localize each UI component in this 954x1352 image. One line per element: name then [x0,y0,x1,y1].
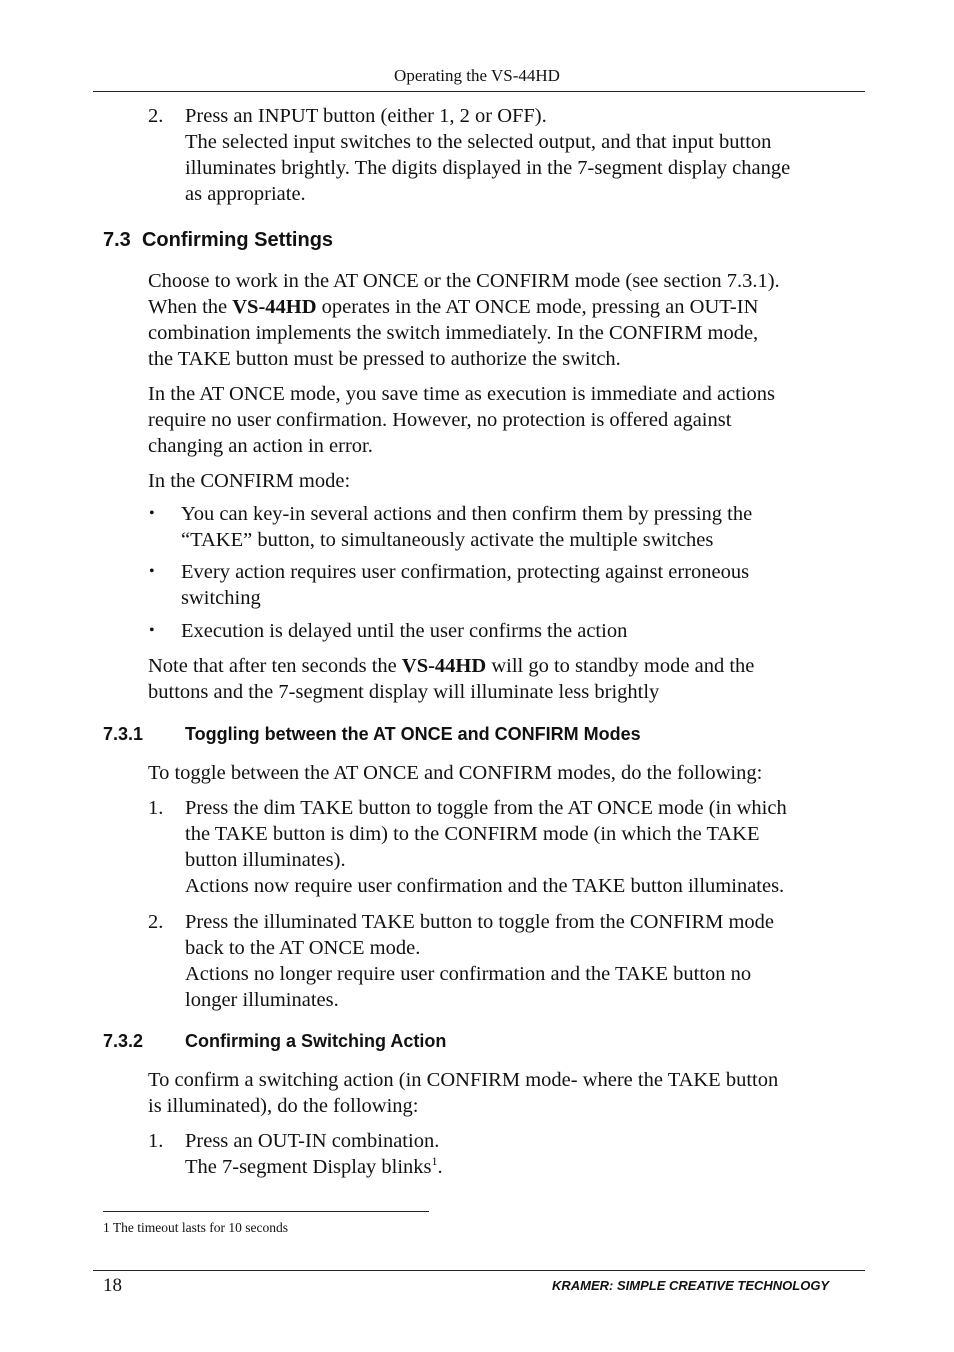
step-text: Press the dim TAKE button to toggle from the AT ONCE mode (in which [185,797,787,819]
step-number: 1. [148,1130,164,1152]
section-heading [103,229,333,252]
paragraph-line: In the AT ONCE mode, you save time as execution is immediate and actions [148,383,776,405]
running-header: Operating the VS-44HD [394,66,560,85]
step-text: The selected input switches to the selected output, and that input button [185,131,772,153]
paragraph-line: combination implements the switch immediately. In the CONFIRM mode, [148,322,759,344]
paragraph-line: is illuminated), do the following: [148,1095,419,1117]
footer-brand: KRAMER: SIMPLE CREATIVE TECHNOLOGY [552,1278,830,1293]
step-number: 2. [148,911,164,933]
step-text [185,1154,443,1180]
step-text: Press the illuminated TAKE button to toggle from the CONFIRM mode [185,911,775,933]
page-number: 18 [103,1275,122,1296]
section-title: Confirming Settings [141,229,334,251]
bullet-icon: • [149,622,155,639]
subsection-title: Toggling between the AT ONCE and CONFIRM Modes [185,724,641,744]
bullet-text: You can key-in several actions and then confirm them by pressing the [181,503,753,525]
step-text: button illuminates). [185,849,346,871]
subsection-number: 7.3.1 [103,724,144,744]
text-run: When the [148,296,233,318]
subsection-title: Confirming a Switching Action [185,1031,447,1051]
paragraph-line [148,653,754,679]
paragraph-line: buttons and the 7-segment display will illuminate less brightly [148,681,660,703]
paragraph-line: Choose to work in the AT ONCE or the CONFIRM mode (see section 7.3.1). [148,270,780,292]
text-run: Note that after ten seconds the [148,655,402,677]
paragraph-line: the TAKE button must be pressed to authorize the switch. [148,348,621,370]
footnote-text: 1 The timeout lasts for 10 seconds [103,1220,288,1235]
paragraph-line: changing an action in error. [148,435,373,457]
bullet-text: Every action requires user confirmation, protecting against erroneous [181,561,750,583]
bullet-icon: • [149,505,155,522]
subsection-number: 7.3.2 [103,1031,144,1051]
section-number: 7.3 [103,229,131,251]
step-number: 1. [148,797,164,819]
text-run: The 7-segment Display blinks [185,1156,432,1178]
step-text: the TAKE button is dim) to the CONFIRM mode (in which the TAKE [185,823,760,845]
step-text: illuminates brightly. The digits displayed in the 7-segment display change [185,157,791,179]
step-text: Actions now require user confirmation and the TAKE button illuminates. [185,875,785,897]
text-run: . [437,1156,443,1178]
header-rule [93,91,865,92]
paragraph-line: To confirm a switching action (in CONFIRM mode- where the TAKE button [148,1069,779,1091]
bullet-icon: • [149,563,155,580]
bullet-text: switching [181,587,261,609]
step-text: Press an OUT-IN combination. [185,1130,440,1152]
step-text: as appropriate. [185,183,306,205]
step-text: longer illuminates. [185,989,339,1011]
text-run: will go to standby mode and the [486,655,755,677]
footnote-rule [103,1211,429,1212]
footnote-ref[interactable]: 1 [431,1154,438,1169]
paragraph-line [148,294,758,320]
text-run: operates in the AT ONCE mode, pressing an OUT-IN [316,296,759,318]
step-text: Actions no longer require user confirmation and the TAKE button no [185,963,752,985]
step-text: back to the AT ONCE mode. [185,937,421,959]
product-name: VS-44HD [232,296,317,318]
bullet-text: “TAKE” button, to simultaneously activate the multiple switches [181,529,714,551]
step-number: 2. [148,105,164,127]
paragraph-line: To toggle between the AT ONCE and CONFIRM modes, do the following: [148,762,763,784]
product-name: VS-44HD [401,655,487,677]
footer-rule [93,1270,865,1271]
bullet-text: Execution is delayed until the user confirms the action [181,620,628,642]
paragraph-line: require no user confirmation. However, no protection is offered against [148,409,732,431]
paragraph-line: In the CONFIRM mode: [148,470,351,492]
step-text: Press an INPUT button (either 1, 2 or OFF). [185,105,547,127]
